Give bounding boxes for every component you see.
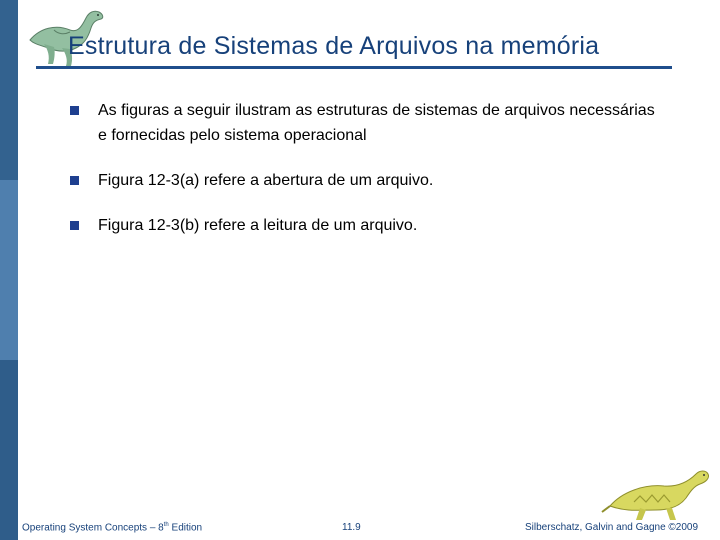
footer-book-title	[22, 522, 202, 533]
dinosaur-icon	[600, 462, 712, 522]
footer-copyright: Silberschatz, Galvin and Gagne ©2009	[525, 522, 699, 533]
bullet-item	[68, 98, 668, 148]
footer-book-sup: th	[163, 522, 169, 528]
slide-title: Estrutura de Sistemas de Arquivos na memória	[68, 32, 600, 60]
footer-page-number: 11.9	[342, 522, 361, 533]
bullet-item	[68, 168, 668, 193]
bullet-square-icon	[70, 176, 79, 185]
bullet-square-icon	[70, 106, 79, 115]
footer-book-suffix: Edition	[168, 522, 203, 534]
bullet-text: As figuras a seguir ilustram as estruturas de sistemas de arquivos necessárias e fornecidas pelo sistema operacional	[98, 102, 655, 144]
left-sidebar-bar	[0, 0, 18, 540]
footer-book-prefix: Operating System Concepts – 8	[22, 522, 164, 534]
sidebar-segment-middle	[0, 180, 18, 360]
bullet-text: Figura 12-3(a) refere a abertura de um arquivo.	[98, 172, 434, 189]
bullet-item	[68, 213, 668, 238]
bullet-square-icon	[70, 221, 79, 230]
bullet-list	[68, 98, 668, 238]
title-underline	[36, 66, 672, 69]
sidebar-segment-top	[0, 0, 18, 180]
sidebar-segment-bottom	[0, 360, 18, 540]
bullet-text: Figura 12-3(b) refere a leitura de um arquivo.	[98, 217, 418, 234]
